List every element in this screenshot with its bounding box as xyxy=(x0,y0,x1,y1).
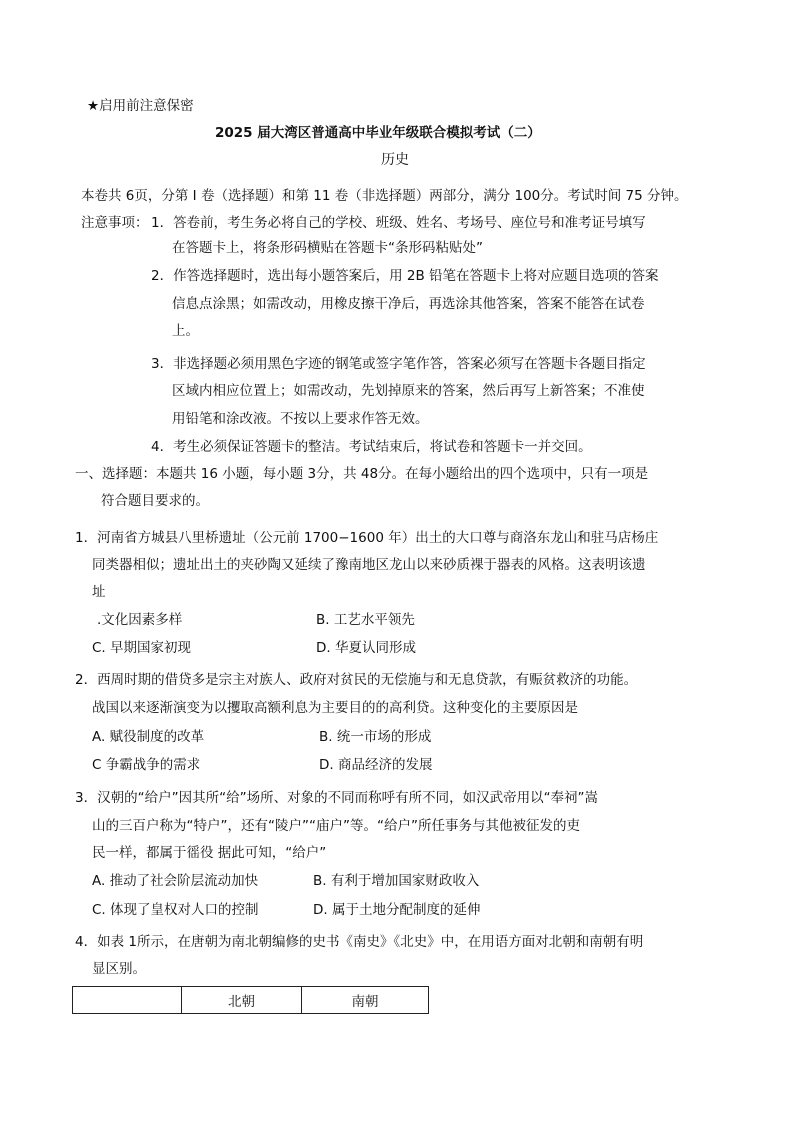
question-4-stem-line-2: 显区别。 xyxy=(92,961,146,977)
question-2-stem-line-2: 战国以来逐渐演变为以攫取高额利息为主要目的的高利贷。这种变化的主要原因是 xyxy=(92,700,578,716)
subject-title: 历史 xyxy=(381,152,409,168)
question-2-option-d: D. 商品经济的发展 xyxy=(319,757,433,773)
question-3-option-d: D. 属于土地分配制度的延伸 xyxy=(313,902,481,918)
confidential-mark: ★启用前注意保密 xyxy=(87,98,194,114)
note-4-line-1: 4．考生必须保证答题卡的整洁。考试结束后，将试卷和答题卡一并交回。 xyxy=(151,439,592,455)
table-header-south: 南朝 xyxy=(302,987,429,1014)
question-3-option-a: A. 推动了社会阶层流动加快 xyxy=(92,873,259,889)
note-2-line-3: 上。 xyxy=(172,323,199,339)
question-1-stem-line-1: 1．河南省方城县八里桥遗址（公元前 1700−1600 年）出土的大口尊与商洛东龙山和驻马店杨庄 xyxy=(75,530,659,546)
question-3-option-c: C. 体现了皇权对人口的控制 xyxy=(92,902,259,918)
section-1-heading-line-2: 符合题目要求的。 xyxy=(101,493,209,509)
note-3-line-1: 3．非选择题必须用黑色字迹的钢笔或签字笔作答，答案必须写在答题卡各题目指定 xyxy=(151,356,646,372)
question-3-stem-line-3: 民一样，都属于徭役 据此可知，“给户” xyxy=(92,845,327,861)
notes-label: 注意事项： xyxy=(81,215,149,231)
section-1-heading: 一、选择题：本题共 16 小题，每小题 3分，共 48分。在每小题给出的四个选项中，只有一项是 xyxy=(75,466,649,482)
question-1-option-c: C. 早期国家初现 xyxy=(92,640,192,656)
note-2-line-2: 信息点涂黑；如需改动，用橡皮擦干净后，再选涂其他答案，答案不能答在试卷 xyxy=(172,296,645,312)
table-header-north: 北朝 xyxy=(182,987,302,1014)
table-header-row xyxy=(73,987,429,1014)
question-1-option-a: .文化因素多样 xyxy=(97,612,183,628)
note-2-line-1: 2．作答选择题时，选出每小题答案后，用 2B 铅笔在答题卡上将对应题目选项的答案 xyxy=(151,268,659,284)
note-3-line-3: 用铅笔和涂改液。不按以上要求作答无效。 xyxy=(172,411,429,427)
question-4-stem-line-1: 4．如表 1所示，在唐朝为南北朝编修的史书《南史》《北史》中，在用语方面对北朝和南朝有明 xyxy=(75,934,644,950)
question-2-stem-line-1: 2．西周时期的借贷多是宗主对族人、政府对贫民的无偿施与和无息贷款，有赈贫救济的功能。 xyxy=(75,672,638,688)
question-2-option-b: B. 统一市场的形成 xyxy=(319,729,432,745)
question-2-option-a: A. 赋役制度的改革 xyxy=(92,729,205,745)
intro-text: 本卷共 6页，分第 I 卷（选择题）和第 11 卷（非选择题）两部分，满分 100分。考试时间 75 分钟。 xyxy=(81,188,688,204)
comparison-table xyxy=(72,986,429,1014)
question-3-stem-line-1: 3．汉朝的“给户”因其所“给”场所、对象的不同而称呼有所不同，如汉武帝用以“奉祠”嵩 xyxy=(75,790,599,806)
note-1-line-2: 在答题卡上，将条形码横贴在答题卡“条形码粘贴处” xyxy=(172,240,483,256)
table-header-empty xyxy=(73,987,182,1014)
exam-title: 2025 届大湾区普通高中毕业年级联合模拟考试（二） xyxy=(215,125,541,141)
question-1-stem-line-2: 同类器相似；遗址出土的夹砂陶又延续了豫南地区龙山以来砂质裸于器表的风格。这表明该遗 xyxy=(92,557,646,573)
question-1-stem-line-3: 址 xyxy=(92,584,106,600)
note-3-line-2: 区域内相应位置上；如需改动，先划掉原来的答案，然后再写上新答案；不准使 xyxy=(172,383,645,399)
question-1-option-d: D. 华夏认同形成 xyxy=(316,640,416,656)
question-1-option-b: B. 工艺水平领先 xyxy=(316,612,415,628)
question-3-option-b: B. 有利于增加国家财政收入 xyxy=(313,873,480,889)
note-1-line-1: 1．答卷前，考生务必将自己的学校、班级、姓名、考场号、座位号和准考证号填写 xyxy=(151,215,646,231)
question-3-stem-line-2: 山的三百户称为“特户”，还有“陵户”“庙户”等。“给户”所任事务与其他被征发的吏 xyxy=(92,818,580,834)
question-2-option-c: C 争霸战争的需求 xyxy=(92,757,201,773)
